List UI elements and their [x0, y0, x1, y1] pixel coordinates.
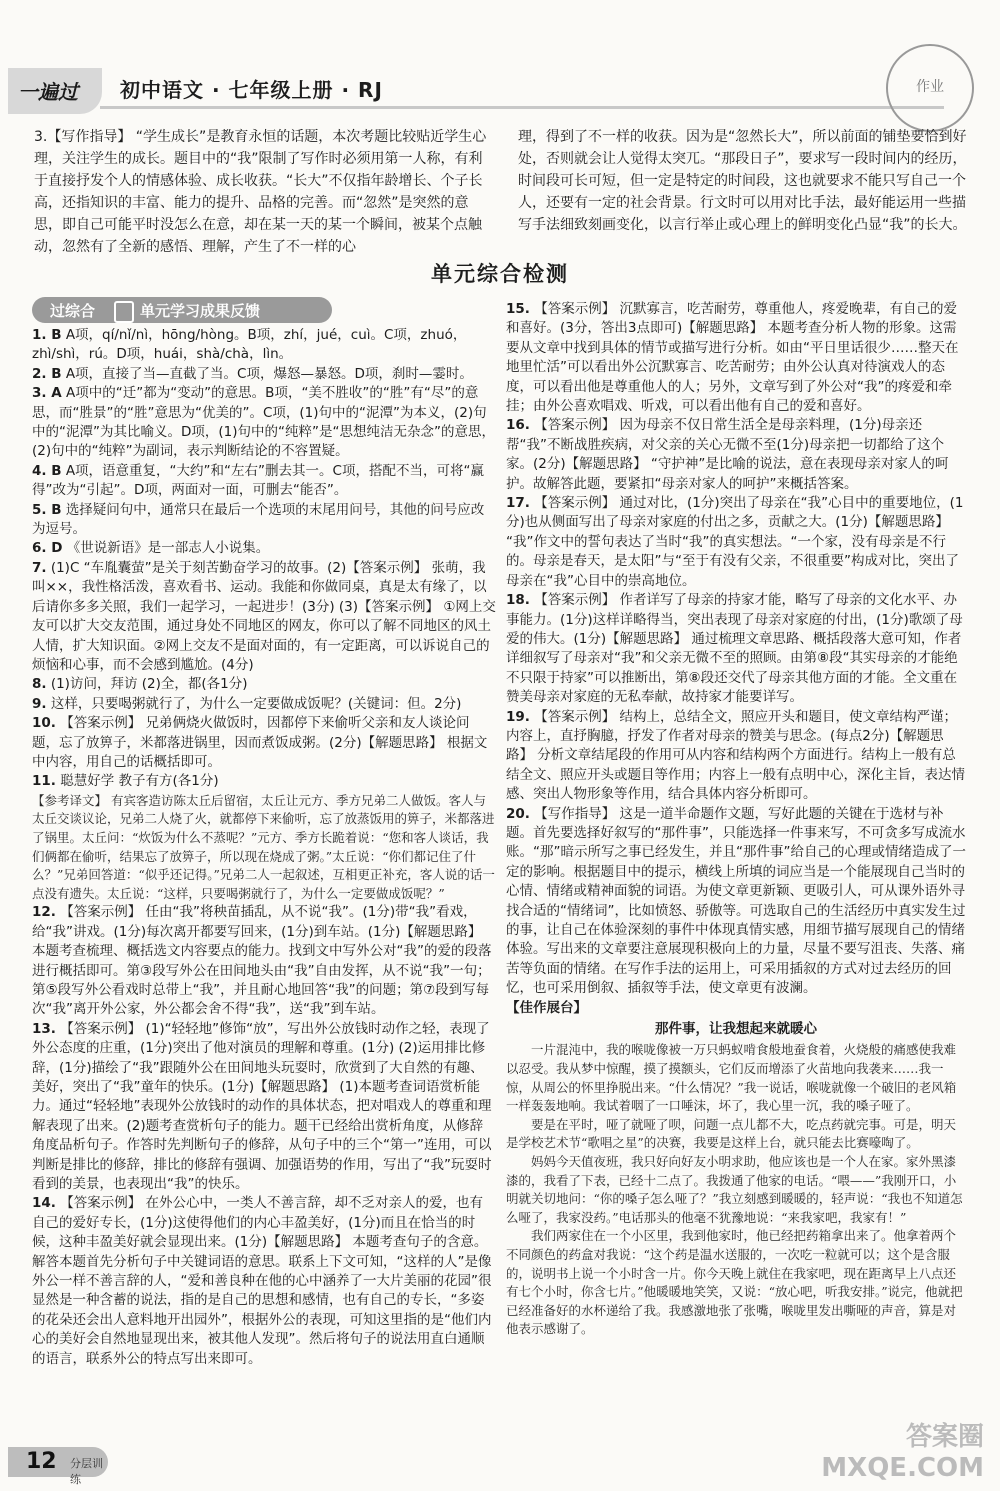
answer-item: [506, 708, 966, 805]
footer-label: 分层训练: [70, 1457, 103, 1486]
answer-text: 《世说新语》是一部志人小说集。: [66, 540, 270, 557]
page-footer: [0, 1447, 160, 1486]
page-number-box: [8, 1447, 108, 1486]
section-title: 单元综合检测: [431, 262, 569, 286]
answer-number: 2. B: [32, 365, 62, 382]
answer-item: [32, 695, 496, 714]
answer-text: 【答案示例】 (1)“轻轻地”修饰“放”，写出外公放钱时动作之轻，表现了外公态度的庄重，(1分)突出了他对演员的理解和尊重。(1分) (2)运用排比修辞，(1分)描绘了“我”跟随外公在田间地头玩耍时，欣赏到了大自然的有趣、美好，突出了“我”童年的快乐。(1分)【解题思路】 (1)本题考查词语赏析能力。通过“轻轻地”表现外公放钱时的动作的具体状态，把对唱戏人的尊重和理解表现了出来。(2)题考查赏析句子的能力。题干已经给出赏析角度，从修辞角度品析句子。作答时先判断句子的修辞，从句子中的三个“第一”连用，可以判断是排比的修辞，排比的修辞有强调、加强语势的作用，写出了“我”玩耍时看到的美景，也表现出“我”的快乐。: [32, 1020, 492, 1192]
answer-number: 17.: [506, 495, 530, 512]
answer-text: 【答案示例】 任由“我”将秧苗插乱，从不说“我”。(1分)带“我”看戏，给“我”讲戏。(1分)每次离开都要写回来，(1分)到车站。(1分)【解题思路】 本题考查梳理、概括选文内容要点的能力。找到文中写外公对“我”的爱的段落进行概括即可。第③段写外公在田间地头由“我”自由发挥，从不说“我”一句；第⑤段写外公看戏时总带上“我”，并且耐心地回答“我”的问题；第⑦段到写每次“我”离开外公家，外公都会舍不得“我”，送“我”到车站。: [32, 904, 492, 1018]
answer-item: [506, 300, 966, 416]
answer-number: 16.: [506, 417, 530, 434]
answer-number: 3. A: [32, 385, 62, 402]
answer-text: A项，直接了当—直截了当。C项，爆怒—暴怒。D项，刹时—霎时。: [65, 365, 473, 382]
answer-number: 15.: [506, 301, 530, 317]
answer-text: (1)C “车胤囊萤”是关于刻苦勤奋学习的故事。(2)【答案示例】 张萌，我叫××，我性格活泼，喜欢看书、运动。我能和你做同桌，真是太有缘了，以后请你多多关照，我们一起学习，一起进步！(3分) (3)【答案示例】 ①网上交友可以扩大交友范围，通过身处不同地区的网友，你可以了解不同地区的风土人情，扩大知识面。②网上交友不是面对面的，有一定距离，可以诉说自己的烦恼和心事，而不会感到尴尬。(4分): [32, 559, 496, 673]
watermark: 答案圈 MXQE.COM: [821, 1422, 984, 1483]
answer-number: 9.: [32, 695, 47, 712]
answer-text: 【参考译文】 有宾客造访陈太丘后留宿，太丘让元方、季方兄弟二人做饭。客人与太丘交谈议论，兄弟二人烧了火，就都停下来偷听，忘了放蒸饭用的箅子，米都落进了锅里。太丘问：“炊饭为什么不蒸呢？”元方、季方长跪着说：“您和客人谈话，我们俩都在偷听，结果忘了放箅子，所以现在烧成了粥。”太丘说：“你们都记住了什么？”兄弟回答道：“似乎还记得。”兄弟二人一起叙述，互相更正补充，客人说的话一点没有遗失。太丘说：“这样，只要喝粥就行了，为什么一定要做成饭呢？”: [32, 792, 495, 901]
answers-left-column: [32, 326, 496, 1369]
page-number: 12: [26, 1449, 57, 1474]
answer-item: [32, 792, 496, 904]
answer-item: [32, 559, 496, 675]
answer-number: 12.: [32, 904, 56, 921]
answer-item: [32, 1194, 496, 1369]
answer-text: 【答案示例】 通过对比，(1分)突出了母亲在“我”心目中的重要地位，(1分)也从侧面写出了母亲对家庭的付出之多，贡献之大。(1分)【解题思路】 “我”作文中的誓句表达了当时“我”的真实想法。“一个家，没有母亲是不行的。母亲是春天，是太阳”与“至于有没有父亲，不很重要”构成对比，突出了母亲在“我”心目中的崇高地位。: [506, 495, 964, 589]
banner-label: 过综合: [50, 302, 96, 320]
answer-number: 10.: [32, 715, 56, 732]
answer-text: 【答案示例】 结构上，总结全文，照应开头和题目，使文章结构严谨；内容上，直抒胸臆，抒发了作者对母亲的赞美与思念。(每点2分)【解题思路】 分析文章结尾段的作用可从内容和结构两个方面进行。结构上一般有总结全文、照应开头或题目等作用；内容上一般有点明中心，深化主旨，表达情感、突出人物形象等作用，结合具体内容分析即可。: [506, 708, 965, 803]
answer-text: (1)访问，拜访 (2)全，都(各1分): [50, 676, 248, 693]
page-header: [0, 68, 1000, 116]
answer-text: 聪慧好学 教子有方(各1分): [60, 773, 219, 790]
answer-item: [32, 462, 496, 501]
answer-item: [506, 805, 966, 999]
answer-item: [506, 416, 966, 494]
answer-item: [32, 675, 496, 694]
answer-text: 【答案示例】 沉默寡言，吃苦耐劳，尊重他人，疼爱晚辈，有自己的爱和喜好。(3分，答出3点即可)【解题思路】 本题考查分析人物的形象。这需要从文章中找到具体的情节或描写进行分析。如由“平日里话很少……整天在地里忙活”可以看出外公沉默寡言、吃苦耐劳；由外公认真对待演戏人的态度，可以看出他是尊重他人的人；另外，文章写到了外公对“我”的疼爱和牵挂；由外公喜欢唱戏、听戏，可以看出他有自己的爱和喜好。: [506, 301, 959, 415]
answer-text: A项，qí/nǐ/nì，hōng/hòng。B项，zhí，jué，cuì。C项，zhuó，zhì/shì，rú。D项，huái，shà/chà，lìn。: [32, 327, 467, 363]
answer-text: 这样，只要喝粥就行了，为什么一定要做成饭呢？(关键词：但。2分): [50, 695, 462, 712]
answer-number: 14.: [32, 1195, 56, 1212]
answers-right-column: [506, 300, 966, 1339]
book-title: 初中语文 · 七年级上册 · RJ: [120, 78, 383, 102]
essay-paragraph: 我们两家住在一个小区里，我到他家时，他已经把药箱拿出来了。他拿着两个不同颜色的药盒对我说：“这个药是温水送服的，一次吃一粒就可以；这个是含服的，说明书上说一个小时含一片。你今天晚上就住在我家吧，现在距离早上八点还有七个小时，你含七片。”他暖暖地笑笑，又说：“放心吧，听我安排。”说完，他就把已经准备好的水杯递给了我。我感激地张了张嘴，喉咙里发出嘶哑的声音，算是对他表示感谢了。: [506, 1228, 963, 1337]
answer-number: 19.: [506, 708, 530, 725]
answer-number: 11.: [32, 773, 56, 790]
answer-item: [32, 539, 496, 558]
answer-item: [32, 501, 496, 540]
answer-number: 1. B: [32, 327, 62, 343]
answer-text: 【答案示例】 在外公心中，一类人不善言辞，却不乏对亲人的爱，也有自己的爱好专长，(1分)这使得他们的内心丰盈美好，(1分)而且在恰当的时候，这种丰盈美好就会显现出来。(1分)【解题思路】 本题考查句子的含意。解答本题首先分析句子中关键词语的意思。联系上下文可知，“这样的人”是像外公一样不善言辞的人，“爱和善良种在他的心中涵养了一大片美丽的花园”很显然是一种含蓄的说法，指的是自己的思想和感情，也有自己的专长，“多姿的花朵还会出人意料地开出园外”，根据外公的表现，可知这里指的是“他们内心的美好会自然地显现出来，被其他人发现”。然后将句子的说法用直白通顺的语言，联系外公的特点写出来即可。: [32, 1195, 492, 1367]
answer-item: [32, 903, 496, 1019]
top-left-text: 3.【写作指导】 “学生成长”是教育永恒的话题，本次考题比较贴近学生心理，关注学生的成长。题目中的“我”限制了写作时必须用第一人称，有利于直接抒发个人的情感体验、成长收获。“长大”不仅指年龄增长、个子长高，还指知识的丰富、能力的提升、品格的完善。而“忽然”是突然的意思，即自己可能平时没怎么在意，却在某一天的某一个瞬间，被某个点触动，忽然有了全新的感悟、理解，产生了不一样的心: [34, 129, 487, 255]
answer-item: [32, 384, 496, 462]
answer-text: 【答案示例】 兄弟俩烧火做饭时，因都停下来偷听父亲和友人谈论问题，忘了放箅子，米都落进锅里，因而煮饭成粥。(2分)【解题思路】 根据文中内容，用自己的话概括即可。: [32, 715, 488, 770]
answer-item: [506, 494, 966, 591]
answer-text: A项，语意重复，“大约”和“左右”删去其一。C项，搭配不当，可将“赢得”改为“引起”。D项，两面对一面，可删去“能否”。: [32, 462, 484, 499]
stamp-seal: 作业: [886, 44, 974, 132]
answer-number: 5. B: [32, 501, 62, 518]
brand-logo: 一遍过: [8, 68, 102, 114]
section-banner: [32, 297, 332, 323]
answer-number: 4. B: [32, 462, 62, 479]
answer-item: [32, 772, 496, 791]
book-icon: [114, 301, 134, 323]
answer-item: [32, 365, 496, 384]
answer-item: [506, 591, 966, 707]
answer-item: [32, 326, 496, 365]
banner-subtitle: 单元学习成果反馈: [140, 302, 261, 320]
answer-text: 选择疑问句中，通常只在最后一个选项的末尾用问号，其他的问号应改为逗号。: [32, 501, 485, 538]
answer-number: 13.: [32, 1020, 56, 1037]
essay-paragraph: 要是在平时，哑了就哑了呗，问题一点儿都不大，吃点药就完事。可是，明天是学校艺术节“歌唱之星”的决赛，我要是这样上台，就只能去比赛嚎啕了。: [506, 1116, 957, 1151]
answer-number: 7.: [32, 559, 47, 576]
answer-number: 8.: [32, 676, 47, 693]
top-right-text: 理，得到了不一样的收获。因为是“忽然长大”，所以前面的铺垫要恰到好处，否则就会让人觉得太突兀。“那段日子”，要求写一段时间内的经历，时间段可长可短，但一定是特定的时间段，这也就要求不能只写自己一个人，还要有一定的社会背景。行文时可以用对比手法，最好能运用一些描写手法细致刻画变化，以言行举止或心理上的鲜明变化凸显“我”的长大。: [518, 129, 967, 233]
essay-paragraph: 妈妈今天值夜班，我只好向好友小明求助，他应该也是一个人在家。家外黑漆漆的，我看了下表，已经十二点了。我拨通了他家的电话。“喂——”我刚开口，小明就关切地问：“你的嗓子怎么哑了？”我立刻感到暖暖的，轻声说：“我也不知道怎么哑了，我家没药。”电话那头的他毫不犹豫地说：“来我家吧，我家有！”: [506, 1154, 963, 1225]
essay-label: 【佳作展台】: [506, 999, 587, 1016]
header-rule: [100, 106, 944, 109]
answer-number: 6. D: [32, 540, 63, 557]
answer-text: 【写作指导】 这是一道半命题作文题，写好此题的关键在于选材与补题。首先要选择好叙写的“那件事”，只能选择一件事来写，不可贪多写成流水账。“那”暗示所写之事已经发生，并且“那件事”给自己的心理或情绪造成了一定的影响。根据题目中的提示，横线上所填的词应当是一个能展现自己当时的心情、情绪或精神面貌的词语。为使文章更新颖、更吸引人，可从课外语外寻找合适的“情绪词”，比如愤怒、骄傲等。可选取自己的生活经历中真实发生过的事，让自己在体验深刻的事件中体现真情实感，用细节描写展现自己的情绪体验。写出来的文章要注意展现积极向上的力量，尽量不要写沮丧、失落、痛苦等负面的情绪。在写作手法的运用上，可采用插叙的方式对过去经历的回忆，也可采用倒叙、插叙等手法，使文章更有波澜。: [506, 805, 966, 997]
answer-number: 18.: [506, 592, 530, 609]
answer-text: A项中的“迁”都为“变动”的意思。B项，“美不胜收”的“胜”有“尽”的意思，而“胜景”的“胜”意思为“优美的”。C项，(1)句中的“泥潭”为本义，(2)句中的“泥潭”为其比喻义。D项，(1)句中的“纯粹”是“思想纯洁无杂念”的意思，(2)句中的“纯粹”为副词，表示判断结论的不容置疑。: [32, 385, 495, 460]
essay-title: 那件事，让我想起来就暖心: [655, 1021, 817, 1038]
answer-number: 20.: [506, 805, 530, 822]
answer-text: 【答案示例】 因为母亲不仅日常生活全是母亲料理，(1分)母亲还帮“我”不断战胜疾病，对父亲的关心无微不至(1分)母亲把一切都给了这个家。(2分)【解题思路】 “守护神”是比喻的说法，意在表现母亲对家人的呵护。故解答此题，要紧扣“母亲对家人的呵护”来概括答案。: [506, 417, 949, 492]
answer-text: 【答案示例】 作者详写了母亲的持家才能，略写了母亲的文化水平、办事能力。(1分)这样详略得当，突出表现了母亲对家庭的付出，(1分)歌颂了母爱的伟大。(1分)【解题思路】 通过梳理文章思路、概括段落大意可知，作者详细叙写了母亲对“我”和父亲无微不至的照顾。由第⑧段“其实母亲的才能绝不只限于持家”可以推断出，第⑧段还交代了母亲其他方面的才能。全文重在赞美母亲对家庭的无私奉献，故持家才能要详写。: [506, 592, 963, 706]
answer-item: [32, 1020, 496, 1195]
answer-item: [32, 714, 496, 772]
essay-paragraph: 一片混沌中，我的喉咙像被一万只蚂蚁啃食般地蚕食着，火烧般的痛感使我难以忍受。我从梦中惊醒，摸了摸额头，它们反而增添了火苗地向我袭来……我一惊，从周公的怀里挣脱出来。“什么情况？”我一说话，喉咙就像一个破旧的老风箱一样轰轰地响。我试着咽了一口唾沫，坏了，我心里一沉，我的嗓子哑了。: [506, 1042, 957, 1114]
